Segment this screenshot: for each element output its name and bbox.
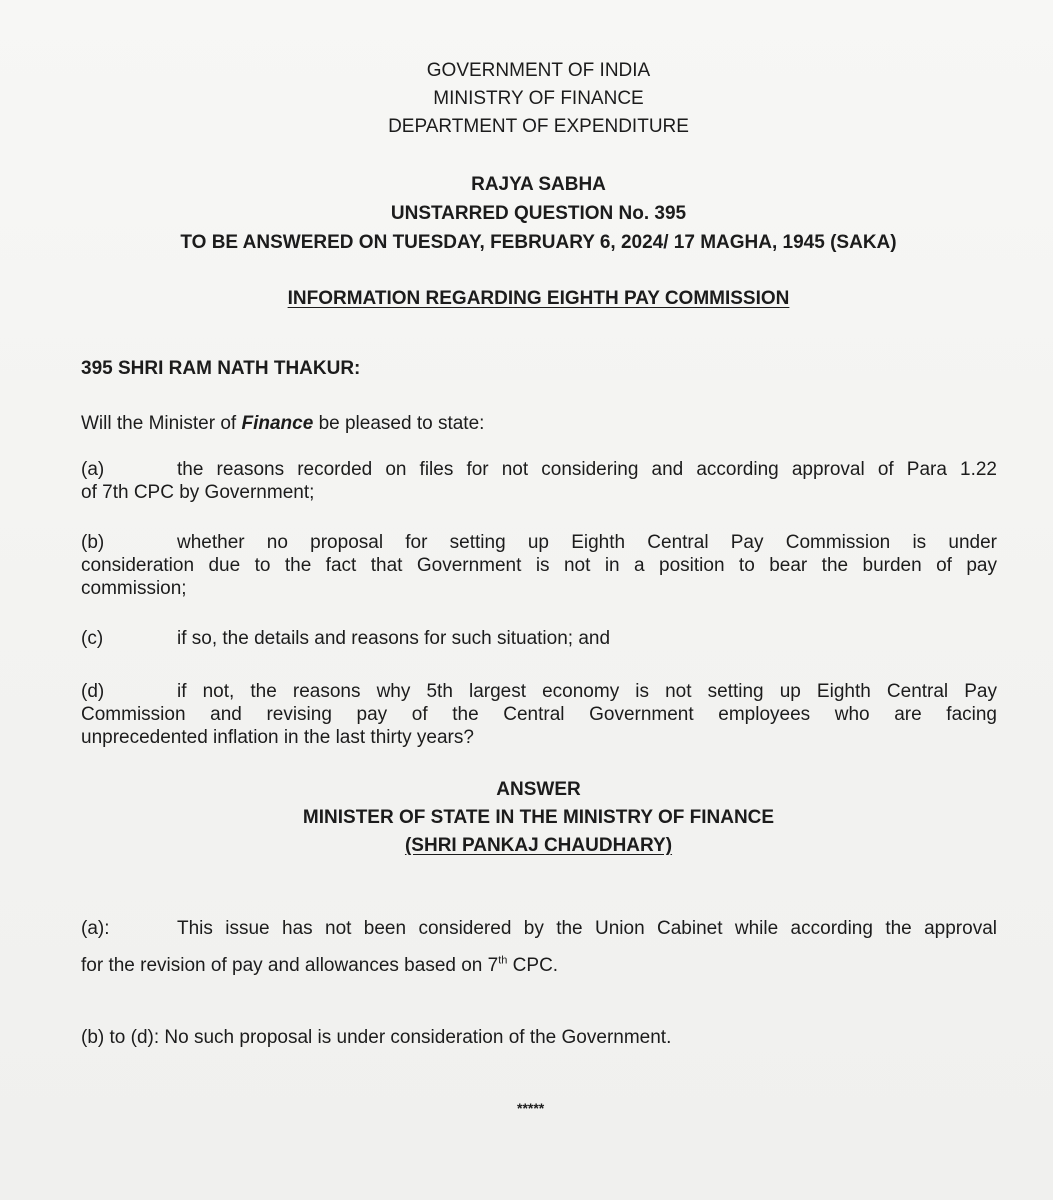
answer-a-sup: th: [498, 954, 508, 967]
question-d-text1: if not, the reasons why 5th largest economy is not setting up Eighth Central Pay: [177, 681, 997, 702]
answer-a-text3: CPC.: [507, 955, 559, 976]
house-name: RAJYA SABHA: [471, 174, 606, 195]
minister-name-line: [0, 832, 1053, 860]
answer-a-line2: [81, 953, 997, 979]
answer-b-to-d: [81, 1025, 997, 1051]
subject-text: INFORMATION REGARDING EIGHTH PAY COMMISSION: [287, 288, 790, 309]
answer-a-label: (a):: [81, 918, 110, 939]
header-department: DEPARTMENT OF EXPENDITURE: [388, 116, 689, 137]
question-c-line1: [81, 627, 997, 650]
minister-name: (SHRI PANKAJ CHAUDHARY): [404, 835, 673, 856]
question-a-label: (a): [81, 459, 105, 480]
question-d-label: (d): [81, 681, 105, 702]
answer-a-text1: This issue has not been considered by the Union Cabinet while according the approval: [177, 918, 997, 939]
question-d-line1: [81, 680, 997, 703]
answer-a-text2: for the revision of pay and allowances based on 7: [81, 955, 499, 976]
minister-role: MINISTER OF STATE IN THE MINISTRY OF FINANCE: [302, 807, 775, 828]
question-d-line3: unprecedented inflation in the last thirty years?: [81, 727, 474, 748]
question-b-text1: whether no proposal for setting up Eighth Central Pay Commission is under: [177, 532, 997, 553]
answer-title: ANSWER: [496, 779, 581, 800]
intro-suffix: be pleased to state:: [313, 413, 485, 434]
end-mark: *****: [517, 1100, 545, 1116]
question-b-line3: commission;: [81, 578, 187, 599]
asker-name: 395 SHRI RAM NATH THAKUR:: [81, 358, 361, 379]
answer-a-line1: [81, 916, 997, 942]
answer-b-to-d-text: No such proposal is under consideration of the Government.: [159, 1027, 672, 1048]
question-a-line2: of 7th CPC by Government;: [81, 482, 315, 503]
header-ministry: MINISTRY OF FINANCE: [433, 88, 644, 109]
question-intro: [81, 412, 997, 435]
question-b-label: (b): [81, 532, 105, 553]
intro-ministry: Finance: [241, 413, 314, 434]
question-a-line1: [81, 458, 997, 481]
question-c-text1: if so, the details and reasons for such situation; and: [177, 628, 611, 649]
question-a-text1: the reasons recorded on files for not considering and according approval of Para 1.22: [177, 459, 997, 480]
answer-date: TO BE ANSWERED ON TUESDAY, FEBRUARY 6, 2024/ 17 MAGHA, 1945 (SAKA): [180, 232, 897, 253]
question-b-line2: consideration due to the fact that Government is not in a position to bear the burden of pay: [81, 555, 997, 576]
subject-title: [0, 285, 1053, 313]
answer-b-to-d-label: (b) to (d):: [81, 1027, 160, 1048]
header-government: GOVERNMENT OF INDIA: [426, 60, 651, 81]
question-number: UNSTARRED QUESTION No. 395: [390, 203, 687, 224]
question-d-line2: Commission and revising pay of the Central Government employees who are facing: [81, 704, 997, 725]
question-c-label: (c): [81, 628, 104, 649]
intro-prefix: Will the Minister of: [81, 413, 242, 434]
question-b-line1: [81, 531, 997, 554]
